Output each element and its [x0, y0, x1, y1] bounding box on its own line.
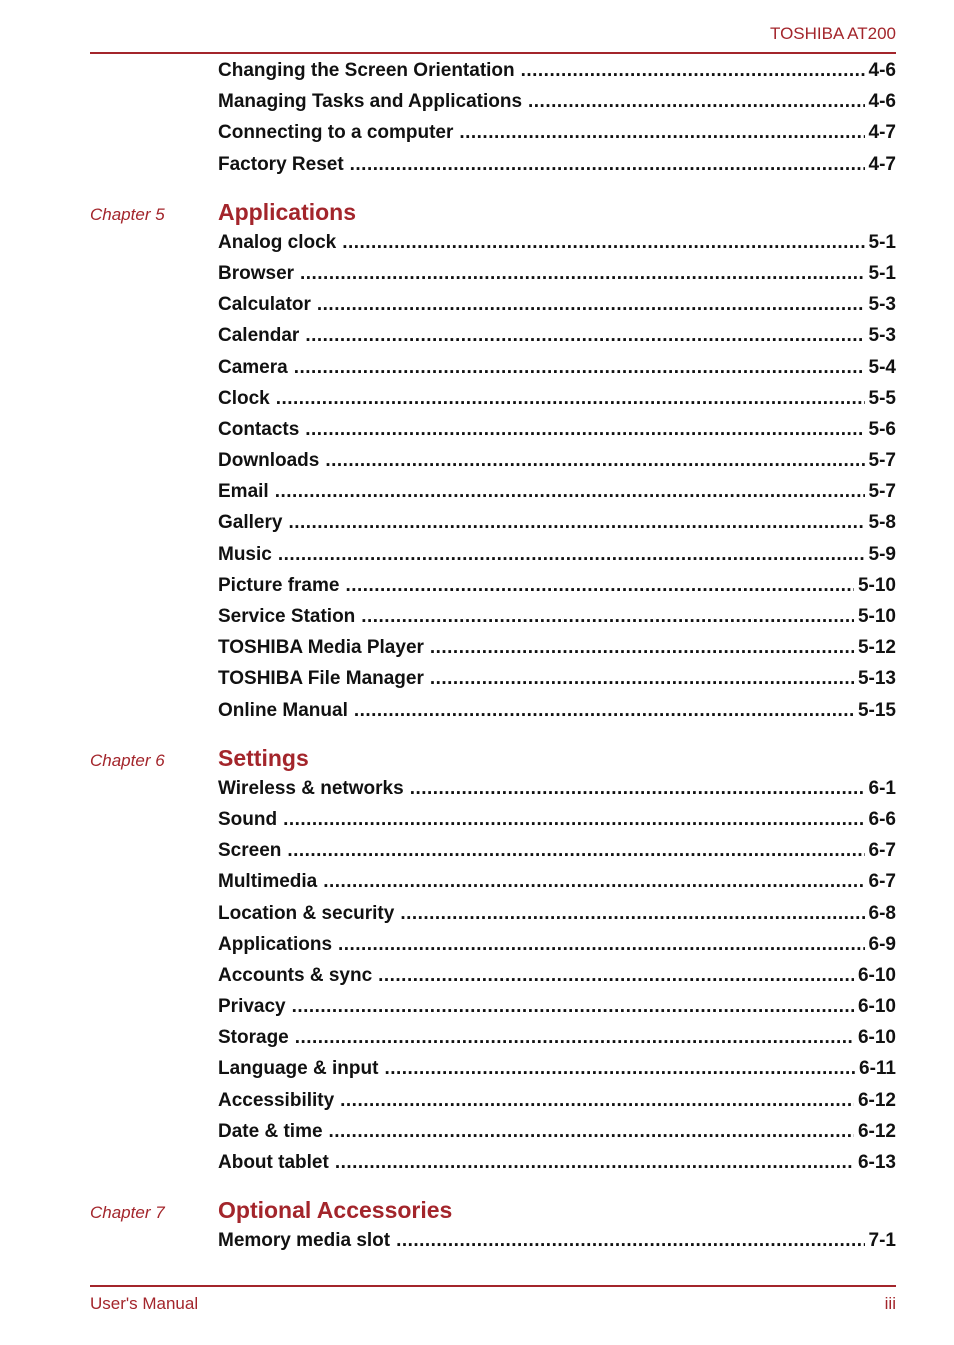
toc-entry[interactable] [218, 934, 896, 965]
toc-entry[interactable] [218, 154, 896, 185]
toc-entry-page: 5-8 [868, 512, 896, 534]
toc-entry-label: Factory Reset [218, 153, 344, 175]
toc-entry-page: 6-7 [868, 840, 896, 862]
toc-entry-page: 6-10 [857, 964, 896, 986]
toc-entry-page: 5-5 [868, 387, 896, 409]
toc-entry[interactable] [218, 325, 896, 356]
chapter-heading [90, 1197, 896, 1230]
toc-entry-label: Analog clock [218, 231, 337, 253]
toc-entry[interactable] [218, 871, 896, 902]
chapter-number: Chapter 7 [90, 1203, 165, 1223]
toc-entry[interactable] [218, 263, 896, 294]
toc-entry[interactable] [218, 1058, 896, 1089]
toc-entry-label: Downloads [218, 450, 320, 472]
dot-leader [287, 840, 864, 862]
chapter-number: Chapter 6 [90, 750, 165, 770]
toc-entry-label: Applications [218, 933, 333, 955]
toc-entry-label: Language & input [218, 1058, 379, 1080]
toc-entry-label: Browser [218, 262, 295, 284]
toc-entry-label: Privacy [218, 996, 286, 1018]
toc-entry-label: Changing the Screen Orientation [218, 60, 515, 81]
toc-entry-page: 6-12 [857, 1089, 896, 1111]
header-title: TOSHIBA AT200 [770, 24, 896, 43]
toc-entry-label: Music [218, 543, 272, 565]
dot-leader [528, 91, 864, 113]
toc-entry[interactable] [218, 575, 896, 606]
dot-leader [378, 965, 854, 987]
toc-entry-label: TOSHIBA Media Player [218, 637, 424, 659]
toc-entry-label: Date & time [218, 1120, 323, 1142]
toc-entry-label: Accounts & sync [218, 964, 373, 986]
toc-entry-page: 4-6 [868, 91, 896, 113]
toc-entry[interactable] [218, 1121, 896, 1152]
dot-leader [300, 263, 865, 285]
toc-entry-label: About tablet [218, 1152, 329, 1173]
dot-leader [430, 668, 854, 690]
toc-entry-label: Storage [218, 1027, 289, 1049]
chapter-title[interactable]: Settings [218, 744, 309, 771]
toc-entry[interactable] [218, 778, 896, 809]
toc-entry[interactable] [218, 637, 896, 668]
toc-entry-page: 6-12 [857, 1120, 896, 1142]
toc-entry[interactable] [218, 903, 896, 934]
chapter-title[interactable]: Optional Accessories [218, 1197, 453, 1224]
toc-entry-label: Online Manual [218, 699, 348, 721]
toc-entry-label: Multimedia [218, 871, 318, 893]
toc-entry[interactable] [218, 357, 896, 388]
toc-entry[interactable] [218, 91, 896, 122]
dot-leader [278, 544, 865, 566]
footer-page-number: iii [884, 1294, 896, 1313]
toc-entry-page: 5-10 [857, 574, 896, 596]
toc-entry[interactable] [218, 809, 896, 840]
toc-entry-label: Screen [218, 840, 282, 862]
toc-entry-page: 5-3 [868, 294, 896, 316]
toc-entry-label: Connecting to a computer [218, 122, 454, 144]
toc-entry[interactable] [218, 840, 896, 871]
dot-leader [329, 1121, 854, 1143]
toc-entry[interactable] [218, 1090, 896, 1121]
toc-entry-label: Camera [218, 356, 288, 378]
toc-entry[interactable] [218, 388, 896, 419]
toc-entry-page: 5-15 [857, 699, 896, 721]
toc-entry-page: 4-7 [868, 153, 896, 175]
toc-entry-page: 5-12 [857, 637, 896, 659]
dot-leader [400, 903, 864, 925]
dot-leader [340, 1090, 854, 1112]
chapter-heading [90, 745, 896, 778]
dot-leader [295, 1027, 854, 1049]
dot-leader [354, 700, 854, 722]
table-of-contents [90, 60, 896, 1261]
dot-leader [305, 325, 864, 347]
toc-entry-label: Service Station [218, 606, 356, 627]
toc-entry-page: 5-7 [868, 450, 896, 472]
dot-leader [384, 1058, 855, 1080]
toc-entry[interactable] [218, 450, 896, 481]
footer-rule [90, 1285, 896, 1287]
dot-leader [288, 512, 864, 534]
toc-entry[interactable] [218, 122, 896, 153]
toc-entry-page: 5-1 [868, 262, 896, 284]
dot-leader [305, 419, 864, 441]
dot-leader [317, 294, 865, 316]
toc-entry-page: 5-9 [868, 543, 896, 565]
footer-manual-title: User's Manual [90, 1294, 199, 1313]
toc-entry-page: 5-10 [857, 606, 896, 627]
toc-entry-page: 5-6 [868, 418, 896, 440]
dot-leader [342, 232, 864, 254]
toc-entry-label: Calculator [218, 294, 311, 316]
toc-entry-page: 4-6 [868, 60, 896, 81]
toc-entry-page: 6-8 [868, 902, 896, 924]
toc-entry-label: Sound [218, 808, 278, 830]
dot-leader [294, 357, 865, 379]
toc-entry-label: Location & security [218, 902, 395, 924]
toc-entry-label: Clock [218, 387, 270, 409]
toc-entry-page: 4-7 [868, 122, 896, 144]
toc-entry-label: Contacts [218, 418, 300, 440]
toc-entry-page: 5-13 [857, 668, 896, 690]
toc-entry-page: 6-7 [868, 871, 896, 893]
toc-entry-label: TOSHIBA File Manager [218, 668, 424, 690]
toc-entry-label: Gallery [218, 512, 283, 534]
toc-entry[interactable] [218, 668, 896, 699]
toc-entry-page: 6-9 [868, 933, 896, 955]
toc-entry[interactable] [218, 996, 896, 1027]
toc-entry[interactable] [218, 512, 896, 543]
dot-leader [459, 122, 864, 144]
dot-leader [338, 934, 865, 956]
toc-entry-page: 5-4 [868, 356, 896, 378]
toc-entry[interactable] [218, 1027, 896, 1058]
toc-entry-page: 6-10 [857, 1027, 896, 1049]
dot-leader [361, 606, 854, 628]
toc-entry[interactable] [218, 965, 896, 996]
dot-leader [283, 809, 864, 831]
chapter-title[interactable]: Applications [218, 198, 357, 225]
toc-entry-page: 5-3 [868, 325, 896, 347]
dot-leader [410, 778, 865, 800]
toc-entry[interactable] [218, 232, 896, 263]
toc-entry-page: 6-10 [857, 996, 896, 1018]
toc-entry-label: Accessibility [218, 1089, 335, 1111]
dot-leader [335, 1152, 854, 1174]
toc-entry[interactable] [218, 1230, 896, 1261]
dot-leader [275, 481, 865, 503]
toc-entry-page: 7-1 [868, 1230, 896, 1252]
toc-entry-page: 6-13 [857, 1152, 896, 1173]
toc-entry[interactable] [218, 1152, 896, 1183]
dot-leader [350, 154, 865, 176]
chapter-number: Chapter 5 [90, 204, 165, 224]
chapter-heading [90, 199, 896, 232]
dot-leader [345, 575, 854, 597]
toc-entry-page: 6-1 [868, 777, 896, 799]
toc-entry[interactable] [218, 60, 896, 91]
toc-entry-label: Managing Tasks and Applications [218, 91, 523, 113]
dot-leader [325, 450, 864, 472]
dot-leader [292, 996, 854, 1018]
toc-entry-page: 5-7 [868, 481, 896, 503]
dot-leader [521, 60, 865, 82]
toc-entry-page: 5-1 [868, 231, 896, 253]
toc-entry-label: Memory media slot [218, 1230, 391, 1252]
dot-leader [430, 637, 854, 659]
toc-entry-label: Calendar [218, 325, 300, 347]
toc-entry[interactable] [218, 544, 896, 575]
toc-entry[interactable] [218, 606, 896, 637]
toc-entry-label: Email [218, 481, 269, 503]
dot-leader [276, 388, 865, 410]
dot-leader [396, 1230, 864, 1252]
header-rule [90, 52, 896, 54]
dot-leader [323, 871, 864, 893]
toc-entry-page: 6-6 [868, 808, 896, 830]
toc-entry-label: Picture frame [218, 574, 340, 596]
toc-entry[interactable] [218, 481, 896, 512]
toc-entry[interactable] [218, 700, 896, 731]
toc-entry[interactable] [218, 294, 896, 325]
toc-entry[interactable] [218, 419, 896, 450]
toc-entry-label: Wireless & networks [218, 777, 404, 799]
toc-entry-page: 6-11 [859, 1058, 896, 1080]
